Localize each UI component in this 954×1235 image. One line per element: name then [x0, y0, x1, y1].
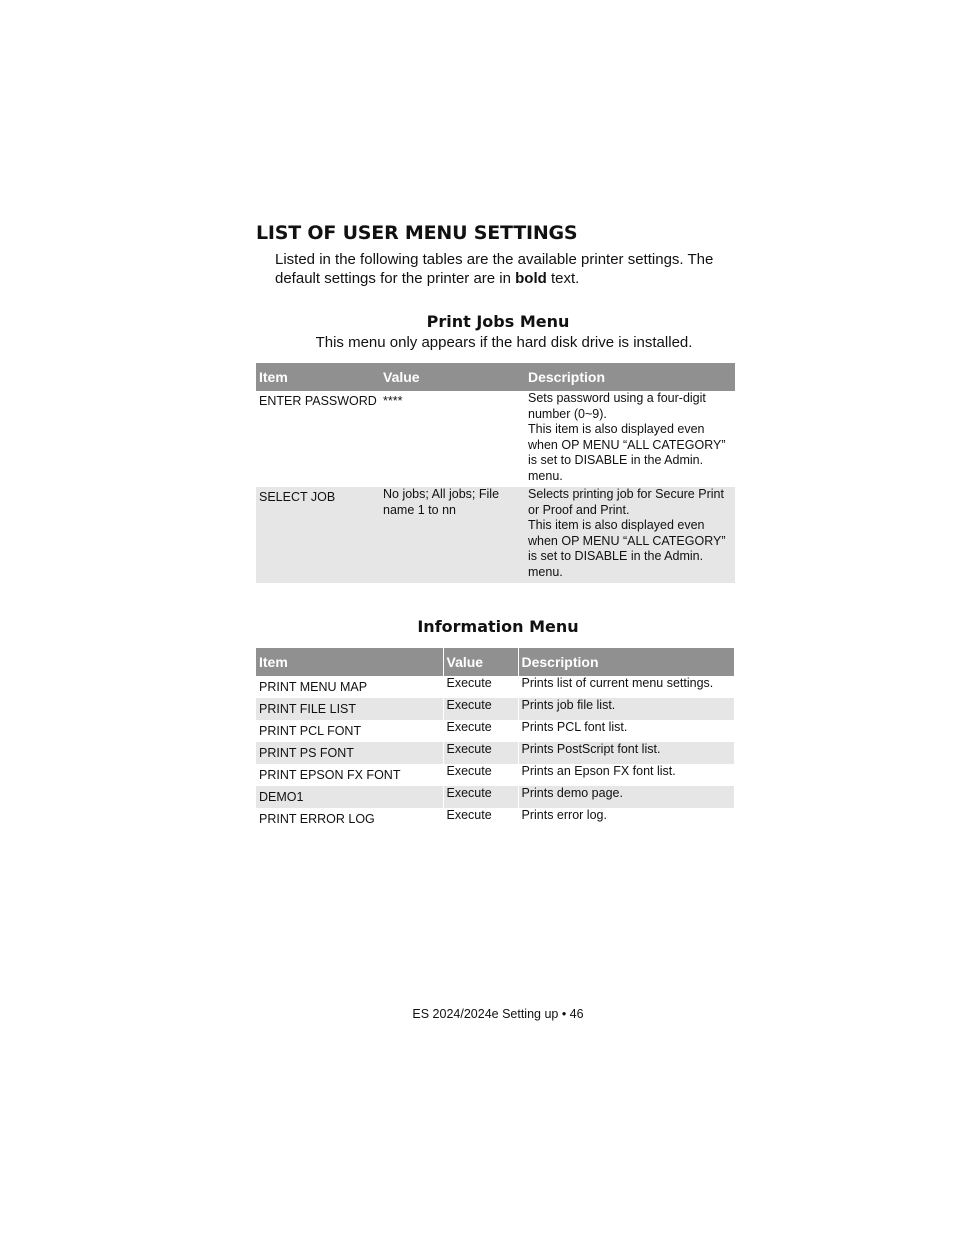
row-description: Prints demo page. — [518, 786, 734, 808]
row-description: Sets password using a four-digit number (0~9). This item is also displayed even when OP MENU “ALL CATEGORY” is set to DISABLE in the Admin. menu. — [528, 391, 726, 483]
row-description: Selects printing job for Secure Print or Proof and Print. This item is also displayed even when OP MENU “ALL CATEGORY” is set to DISABLE in the Admin. menu. — [525, 487, 735, 583]
row-description: Prints PostScript font list. — [518, 742, 734, 764]
row-item: PRINT PCL FONT — [259, 724, 362, 738]
row-value: **** — [383, 394, 403, 408]
row-item: SELECT JOB — [256, 487, 380, 583]
intro-text: Listed in the following tables are the available printer settings. The default settings for the printer are in — [275, 251, 714, 287]
row-value: Execute — [443, 764, 518, 786]
table-header-row — [256, 363, 735, 391]
print-jobs-table — [256, 363, 735, 583]
row-value: Execute — [443, 676, 518, 698]
row-description: Prints an Epson FX font list. — [518, 764, 734, 786]
row-item: ENTER PASSWORD — [259, 394, 377, 408]
table-row — [256, 676, 734, 698]
row-value: Execute — [443, 698, 518, 720]
table-row — [256, 487, 735, 583]
table-row — [256, 698, 734, 720]
print-jobs-menu-title: Print Jobs Menu — [426, 312, 570, 331]
table-row — [256, 742, 734, 764]
row-value: Execute — [443, 808, 518, 830]
column-header-item: Item — [256, 363, 380, 391]
table-row — [256, 391, 735, 487]
row-description: Prints error log. — [518, 808, 734, 830]
print-jobs-menu-note: This menu only appears if the hard disk drive is installed. — [315, 334, 693, 351]
row-value: No jobs; All jobs; File name 1 to nn — [380, 487, 525, 583]
table-row — [256, 786, 734, 808]
row-description: Prints job file list. — [518, 698, 734, 720]
table-row — [256, 764, 734, 786]
row-value: Execute — [443, 720, 518, 742]
row-description: Prints list of current menu settings. — [518, 676, 734, 698]
row-item: PRINT MENU MAP — [259, 680, 368, 694]
column-header-description: Description — [518, 648, 734, 676]
row-item: PRINT PS FONT — [256, 742, 443, 764]
row-description: Prints PCL font list. — [518, 720, 734, 742]
table-row — [256, 720, 734, 742]
row-value: Execute — [443, 786, 518, 808]
table-header-row — [256, 648, 734, 676]
column-header-value: Value — [380, 363, 525, 391]
row-item: PRINT ERROR LOG — [259, 812, 375, 826]
row-item: PRINT FILE LIST — [256, 698, 443, 720]
row-item: PRINT EPSON FX FONT — [259, 768, 401, 782]
column-header-item: Item — [256, 648, 443, 676]
information-menu-title: Information Menu — [417, 617, 579, 636]
table-row — [256, 808, 734, 830]
intro-bold-word: bold — [515, 270, 547, 287]
row-value: Execute — [443, 742, 518, 764]
intro-text-end: text. — [546, 270, 580, 287]
page-title: LIST OF USER MENU SETTINGS — [256, 222, 578, 244]
column-header-value: Value — [443, 648, 518, 676]
page-footer: ES 2024/2024e Setting up • 46 — [412, 1007, 584, 1021]
row-item: DEMO1 — [256, 786, 443, 808]
column-header-description: Description — [525, 363, 735, 391]
information-table — [256, 648, 734, 830]
intro-paragraph — [275, 250, 745, 288]
